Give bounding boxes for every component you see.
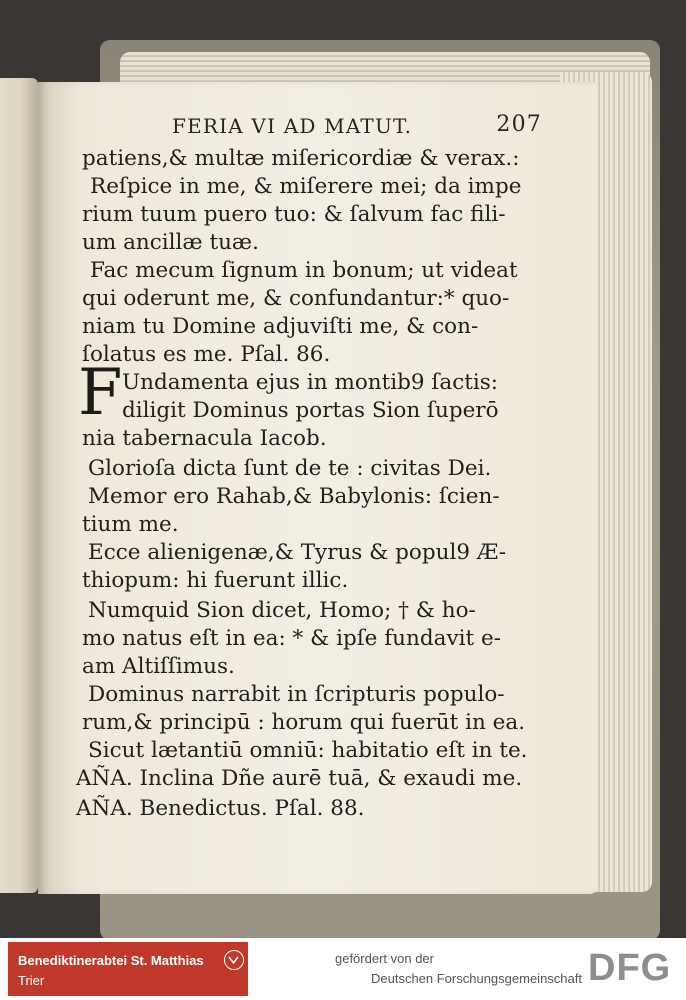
text-line: nia tabernacula Iacob. <box>82 426 327 451</box>
text-line: rium tuum puero tuo: & ſalvum fac fili- <box>82 202 506 227</box>
margin-fragment <box>0 568 6 593</box>
margin-fragment <box>0 790 6 815</box>
running-head <box>172 112 542 140</box>
page-number: 207 <box>496 112 542 137</box>
margin-fragment <box>0 424 6 449</box>
institution-city: Trier <box>18 973 45 988</box>
text-line: um ancillæ tuæ. <box>82 230 259 255</box>
text-line: AÑA. Benedictus. Pſal. 88. <box>76 796 365 821</box>
text-line: Dominus narrabit in ſcripturis populo- <box>88 682 505 707</box>
text-line: thiopum: hi fuerunt illic. <box>82 568 349 593</box>
running-title: FERIA VI AD MATUT. <box>172 114 413 138</box>
text-line: AÑA. Inclina Dñe aurē tuā, & exaudi me. <box>76 766 523 791</box>
margin-fragment <box>0 710 6 735</box>
text-line: mo natus eſt in ea: * & ipſe fundavit e- <box>82 626 501 651</box>
left-page-edge <box>0 78 38 893</box>
text-line: am Altiſſimus. <box>82 654 235 679</box>
institution-banner <box>8 942 248 996</box>
margin-fragment <box>0 594 6 619</box>
text-line: ſolatus es me. Pſal. 86. <box>82 342 331 367</box>
dfg-logo: DFG <box>588 947 672 989</box>
text-line: niam tu Domine adjuviſti me, & con- <box>82 314 479 339</box>
text-line: Ecce alienigenæ,& Tyrus & popul9 Æ- <box>88 540 507 565</box>
margin-fragment <box>0 510 6 535</box>
abbey-logo-icon <box>224 950 244 970</box>
margin-fragment <box>0 308 6 333</box>
funding-caption: gefördert von der <box>334 951 434 966</box>
margin-fragment <box>0 224 6 249</box>
margin-fragment <box>0 652 6 677</box>
funding-organization: Deutschen Forschungsgemeinschaft <box>370 971 582 986</box>
text-line: Undamenta ejus in montib9 ſactis: <box>122 370 499 395</box>
margin-fragment <box>0 622 6 647</box>
text-line: Fac mecum ſignum in bonum; ut videat <box>90 258 518 283</box>
text-line: Reſpice in me, & miſerere mei; da impe <box>90 174 522 199</box>
text-line: diligit Dominus portas Sion ſuperō <box>122 398 499 423</box>
margin-fragment <box>0 738 6 763</box>
text-line: Memor ero Rahab,& Babylonis: ſcien- <box>88 484 500 509</box>
text-line: patiens,& multæ miſericordiæ & verax.: <box>82 146 520 171</box>
footer-bar <box>0 938 686 1000</box>
text-line: qui oderunt me, & confundantur:* quo- <box>82 286 510 311</box>
text-line: tium me. <box>82 512 179 537</box>
drop-cap-initial: F <box>78 356 123 430</box>
text-line: rum,& principū : horum qui fuerūt in ea. <box>82 710 526 735</box>
institution-name: Benediktinerabtei St. Matthias <box>18 953 204 968</box>
text-line: Glorioſa dicta ſunt de te : civitas Dei. <box>88 456 492 481</box>
margin-fragment <box>0 456 6 481</box>
text-line: Sicut lætantiū omniū: habitatio eſt in te. <box>88 738 528 763</box>
text-line: Numquid Sion dicet, Homo; † & ho- <box>88 598 476 623</box>
